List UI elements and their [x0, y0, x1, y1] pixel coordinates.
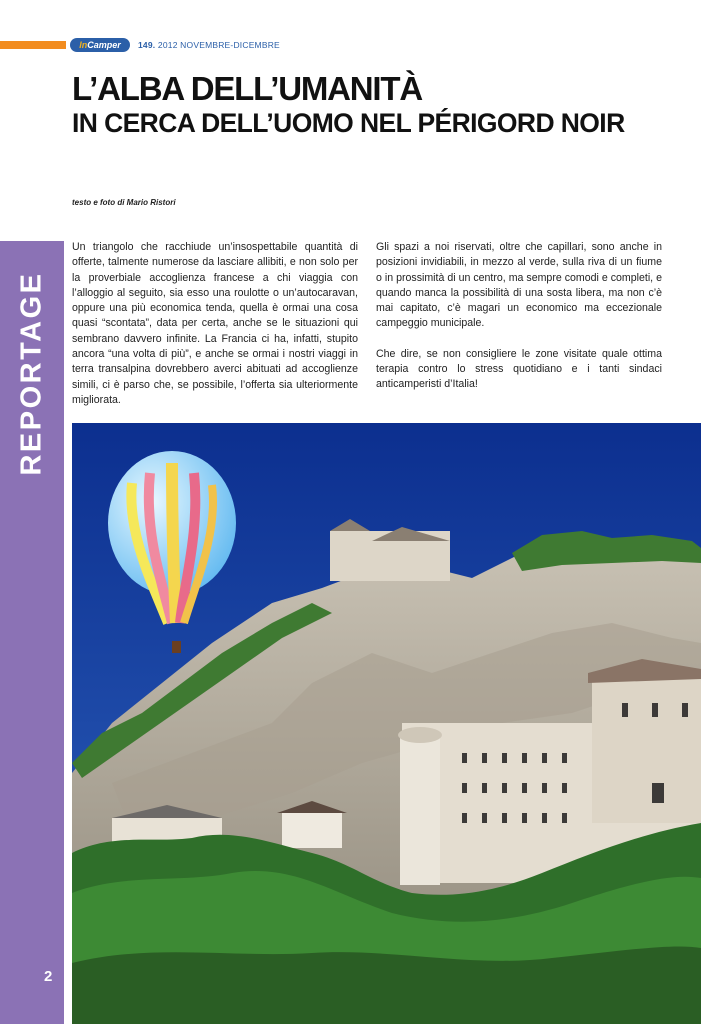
- issue-number: 149.: [138, 40, 156, 50]
- rocamadour-photo: [72, 423, 701, 1024]
- paragraph: Un triangolo che racchiude un’insospettabile quantità di offerte, talmente numerose da lasciare allibiti, e non solo per la proverbiale accoglienza francese a chi viaggia con l’alloggio al seguito, sia esso una roulotte o un’autocaravan, oppure una più economica tenda, quella è ormai una cosa quasi “scontata”, data per certa, anche se le situazioni qui sembrano davvero infinite. La Francia ci ha, infatti, stupito ancora “una volta di più”, e anche se ormai i nostri viaggi in terra transalpina dovrebbero averci abituati ad accoglienze simili, ci è parso che, se possibile, l’offerta sia ulteriormente migliorata.: [72, 241, 358, 406]
- article-photo: [72, 423, 701, 1024]
- article-title: L’ALBA DELL’UMANITÀ: [72, 70, 422, 107]
- magazine-logo: InCamper: [70, 38, 130, 52]
- paragraph: Che dire, se non consigliere le zone visitate quale ottima terapia contro lo stress quotidiano e i tanti sindaci anticamperisti d’Italia!: [376, 347, 662, 391]
- issue-date: 2012 NOVEMBRE-DICEMBRE: [157, 40, 280, 50]
- text-column-2: [376, 240, 662, 408]
- text-column-1: [72, 240, 358, 423]
- article-subtitle: IN CERCA DELL’UOMO NEL PÉRIGORD NOIR: [72, 108, 625, 138]
- page-number: 2: [44, 968, 53, 985]
- issue-info: [138, 40, 280, 50]
- section-label: REPORTAGE: [15, 270, 48, 476]
- paragraph: Gli spazi a noi riservati, oltre che capillari, sono anche in posizioni invidiabili, in mezzo al verde, sulla riva di un fiume o in prossimità di un centro, ma sempre comodi e completi, e quando manca la possibilità di una sosta libera, ma non c’è mai capitato, c’è magari un economico ma eccezionale campeggio municipale.: [376, 241, 662, 330]
- header-accent-bar: [0, 41, 66, 49]
- article-byline: testo e foto di Mario Ristori: [72, 198, 176, 207]
